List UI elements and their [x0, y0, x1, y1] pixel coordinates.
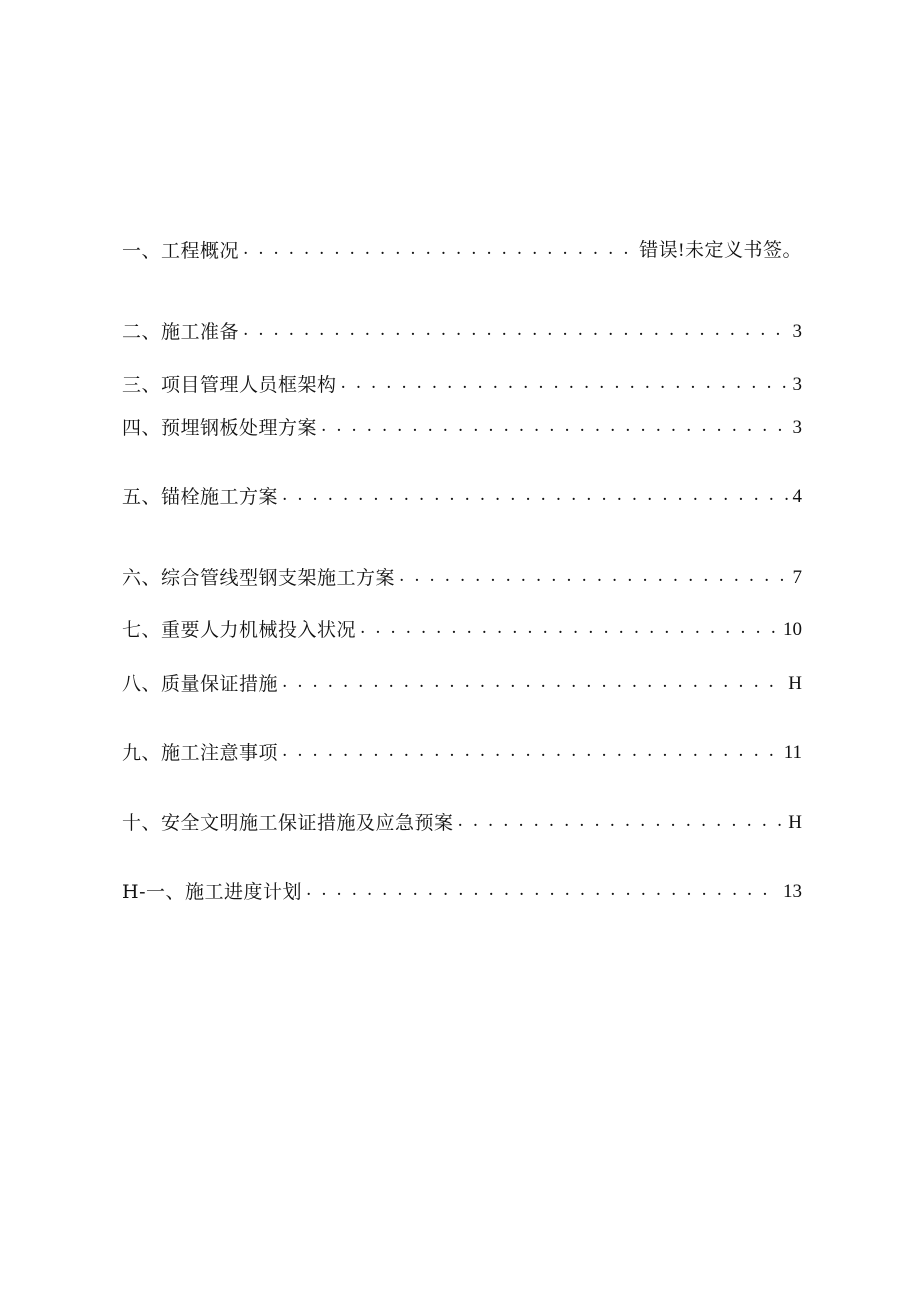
toc-dot-leader: [321, 411, 788, 441]
toc-entry-page: 3: [792, 374, 802, 395]
toc-entry-title: H-一、施工进度计划: [122, 881, 302, 903]
toc-entry-page: 4: [792, 486, 802, 507]
toc-entry-title: 四、预埋钢板处理方案: [122, 417, 318, 439]
toc-dot-leader: [282, 480, 788, 510]
toc-entry-page: 11: [783, 742, 802, 763]
toc-entry-title: 一、工程概况: [122, 240, 240, 262]
toc-entry-page: 3: [792, 417, 802, 438]
toc-entry-title: 七、重要人力机械投入状况: [122, 619, 357, 641]
toc-dot-leader: [282, 667, 784, 697]
toc-dot-leader: [282, 736, 780, 766]
toc-entry-page: 10: [783, 619, 802, 640]
toc-entry-page: 13: [783, 881, 802, 902]
toc-entry-1[interactable]: [122, 236, 802, 266]
toc-entry-title: 九、施工注意事项: [122, 742, 279, 764]
toc-entry-11[interactable]: [122, 877, 802, 907]
toc-dot-leader: [399, 561, 788, 591]
toc-entry-5[interactable]: [122, 482, 802, 512]
toc-entry-2[interactable]: [122, 317, 802, 347]
toc-entry-page: H: [788, 673, 802, 694]
toc-dot-leader: [341, 368, 789, 398]
toc-entry-10[interactable]: [122, 808, 802, 838]
toc-entry-title: 二、施工准备: [122, 321, 240, 343]
toc-entry-3[interactable]: [122, 370, 802, 400]
toc-dot-leader: [360, 613, 779, 643]
toc-dot-leader: [243, 315, 788, 345]
toc-dot-leader: [243, 234, 635, 264]
toc-entry-page: 7: [792, 567, 802, 588]
toc-entry-title: 五、锚栓施工方案: [122, 486, 279, 508]
toc-entry-page: H: [788, 812, 802, 833]
toc-entry-8[interactable]: [122, 669, 802, 699]
toc-entry-title: 十、安全文明施工保证措施及应急预案: [122, 812, 454, 834]
toc-entry-title: 三、项目管理人员框架构: [122, 374, 337, 396]
toc-entry-9[interactable]: [122, 738, 802, 768]
toc-dot-leader: [306, 875, 779, 905]
toc-entry-7[interactable]: [122, 615, 802, 645]
toc-entry-4[interactable]: [122, 413, 802, 443]
toc-entry-title: 八、质量保证措施: [122, 673, 279, 695]
toc-entry-page: 3: [792, 321, 802, 342]
toc-entry-page: 错误!未定义书签。: [639, 240, 802, 261]
toc-entry-6[interactable]: [122, 563, 802, 593]
toc-entry-title: 六、综合管线型钢支架施工方案: [122, 567, 396, 589]
toc-dot-leader: [458, 806, 785, 836]
